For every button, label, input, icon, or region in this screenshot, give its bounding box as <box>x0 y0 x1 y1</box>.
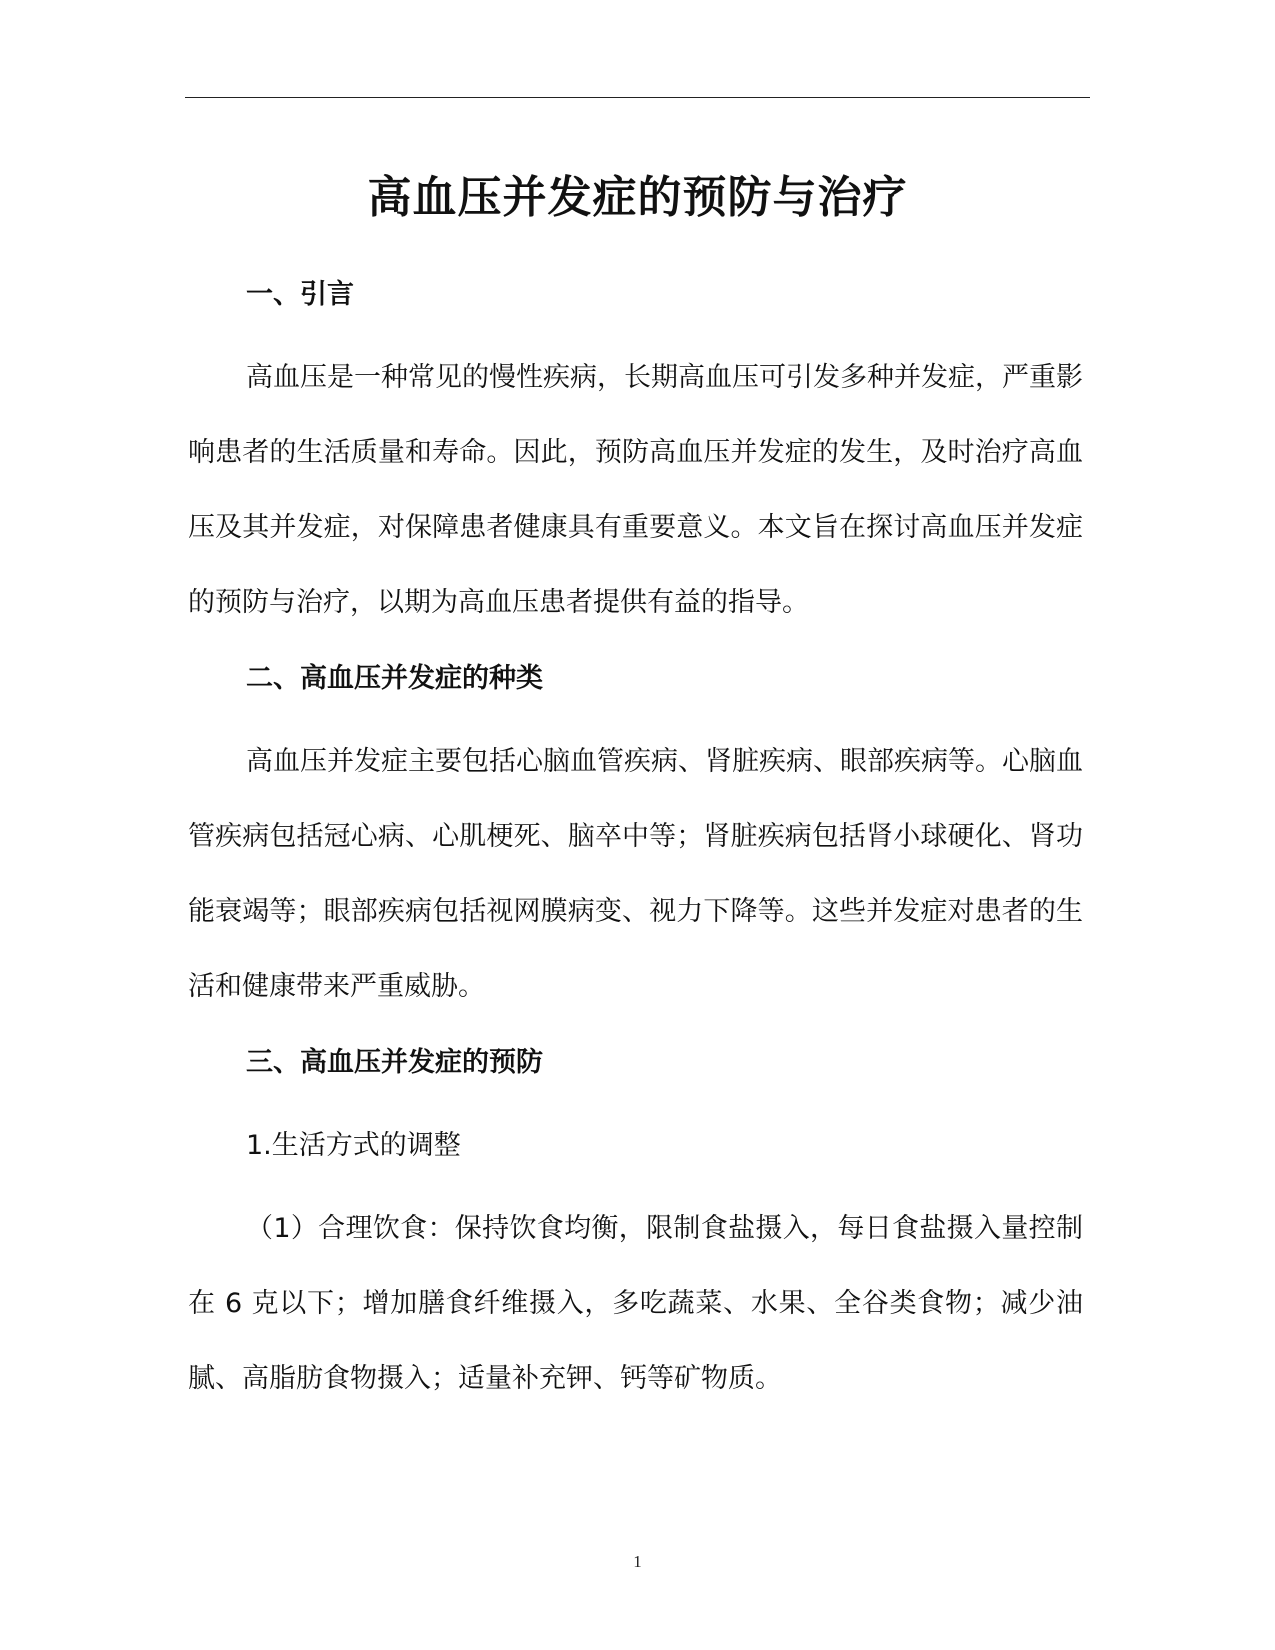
prevention-subheading: 1.生活方式的调整 <box>246 1130 461 1161</box>
document-title: 高血压并发症的预防与治疗 <box>367 172 908 223</box>
header-rule <box>185 97 1090 98</box>
diet-paragraph: （1）合理饮食：保持饮食均衡，限制食盐摄入，每日食盐摄入量控制在 6 克以下；增加膳食纤维摄入，多吃蔬菜、水果、全谷类食物；减少油腻、高脂肪食物摄入；适量补充钾、钙等矿物质。 <box>188 1213 1083 1394</box>
page-number: 1 <box>633 1552 642 1571</box>
section-heading-types: 二、高血压并发症的种类 <box>246 663 543 694</box>
types-paragraph: 高血压并发症主要包括心脑血管疾病、肾脏疾病、眼部疾病等。心脑血管疾病包括冠心病、心肌梗死、脑卒中等；肾脏疾病包括肾小球硬化、肾功能衰竭等；眼部疾病包括视网膜病变、视力下降等。这些并发症对患者的生活和健康带来严重威胁。 <box>188 746 1083 1002</box>
section-heading-intro: 一、引言 <box>246 279 354 310</box>
intro-paragraph: 高血压是一种常见的慢性疾病，长期高血压可引发多种并发症，严重影响患者的生活质量和寿命。因此，预防高血压并发症的发生，及时治疗高血压及其并发症，对保障患者健康具有重要意义。本文旨在探讨高血压并发症的预防与治疗，以期为高血压患者提供有益的指导。 <box>188 362 1083 618</box>
document-body <box>188 264 1083 1424</box>
section-heading-prevention: 三、高血压并发症的预防 <box>246 1047 543 1078</box>
